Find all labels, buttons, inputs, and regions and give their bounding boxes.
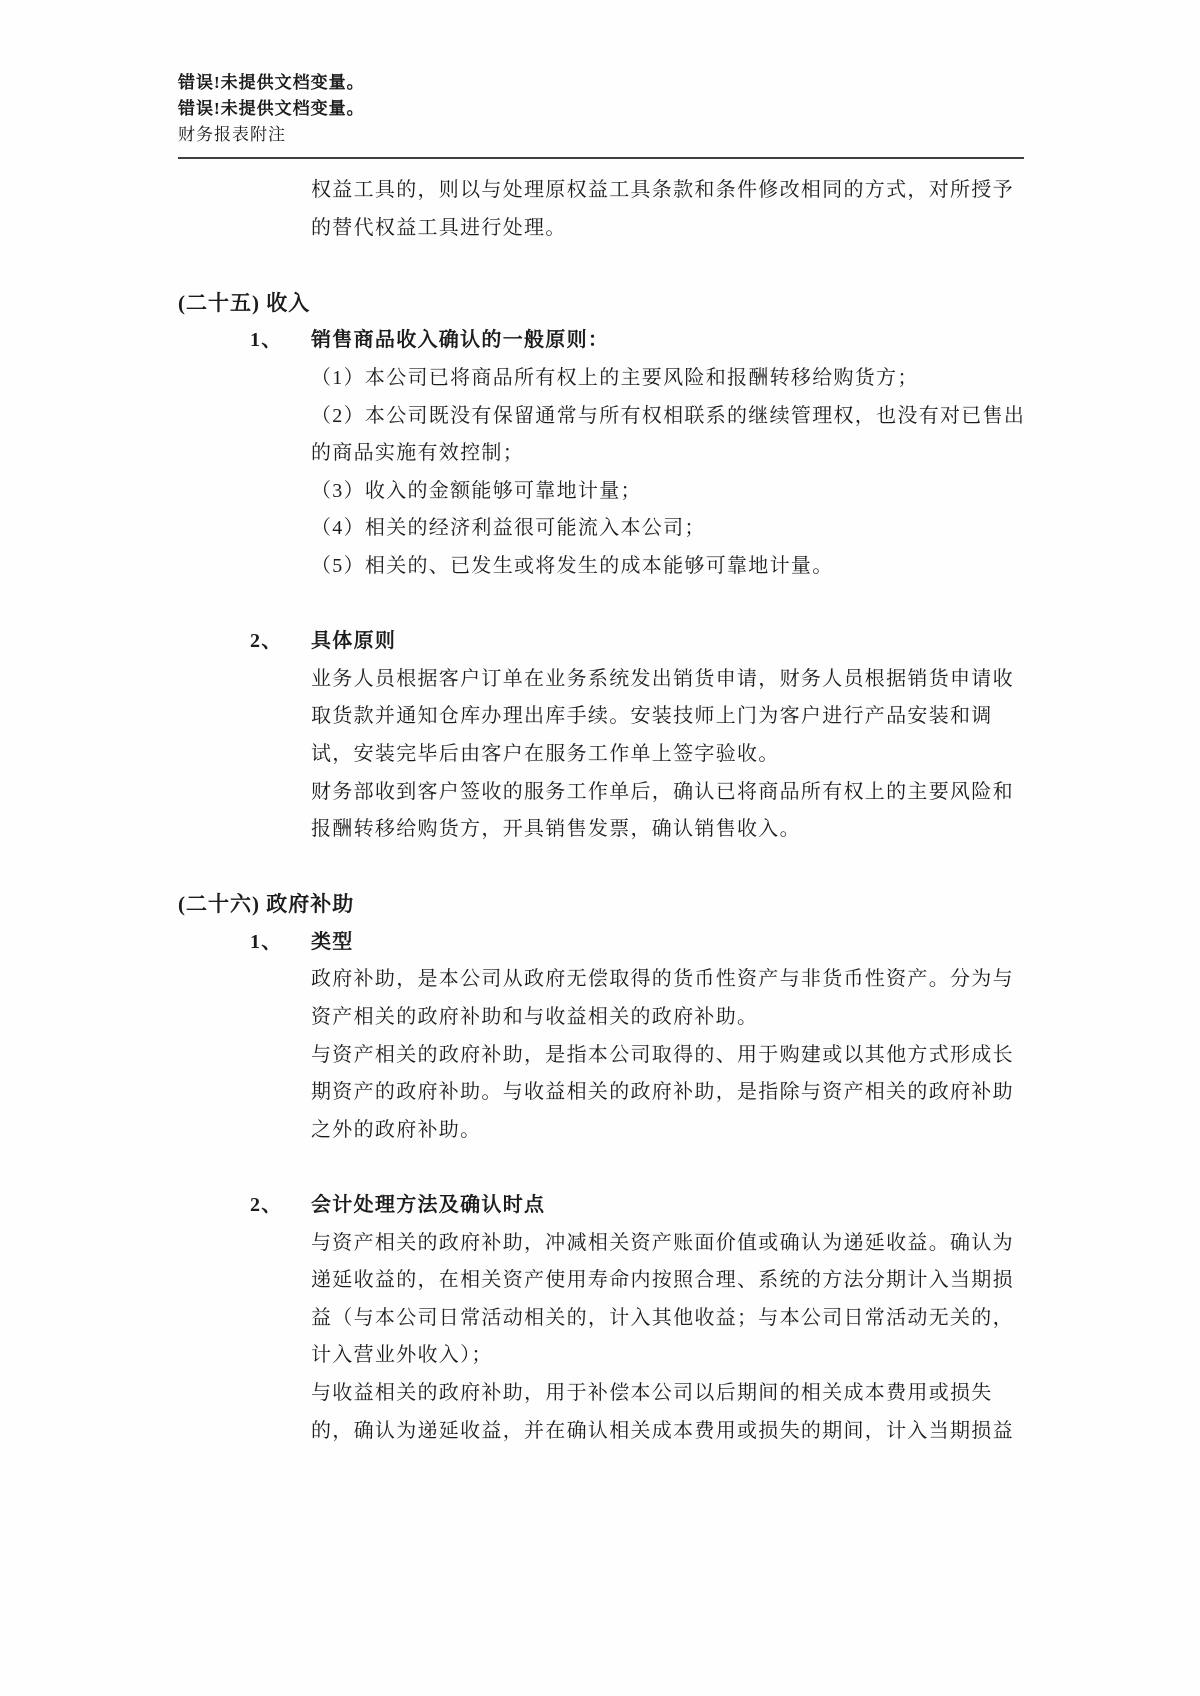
header-error-line-1: 错误!未提供文档变量。 bbox=[178, 73, 365, 92]
paragraph-line: （5）相关的、已发生或将发生的成本能够可靠地计量。 bbox=[311, 554, 834, 577]
paragraph-line: 的商品实施有效控制； bbox=[311, 442, 524, 465]
item-number: 1、 bbox=[250, 930, 283, 953]
item-title: 会计处理方法及确认时点 bbox=[311, 1194, 546, 1217]
paragraph-line: 取货款并通知仓库办理出库手续。安装技师上门为客户进行产品安装和调 bbox=[311, 705, 993, 728]
header-doc-title: 财务报表附注 bbox=[178, 125, 286, 144]
paragraph-line: 与资产相关的政府补助，是指本公司取得的、用于购建或以其他方式形成长 bbox=[311, 1043, 1014, 1066]
item-heading bbox=[0, 1187, 1200, 1225]
item-number: 1、 bbox=[250, 329, 283, 352]
item-heading bbox=[0, 322, 1200, 360]
paragraph-line: 期资产的政府补助。与收益相关的政府补助，是指除与资产相关的政府补助 bbox=[311, 1081, 1014, 1104]
paragraph-line: （3）收入的金额能够可靠地计量； bbox=[311, 479, 642, 502]
item-heading bbox=[0, 623, 1200, 661]
spacer bbox=[0, 1149, 1200, 1187]
spacer bbox=[0, 849, 1200, 887]
paragraph-line: 的，确认为递延收益，并在确认相关成本费用或损失的期间，计入当期损益 bbox=[311, 1419, 1014, 1442]
paragraph-line: （1）本公司已将商品所有权上的主要风险和报酬转移给购货方； bbox=[311, 366, 919, 389]
paragraph-line: 递延收益的，在相关资产使用寿命内按照合理、系统的方法分期计入当期损 bbox=[311, 1269, 1014, 1292]
paragraph-line: 权益工具的，则以与处理原权益工具条款和条件修改相同的方式，对所授予 bbox=[311, 179, 1014, 201]
paragraph-line: 报酬转移给购货方，开具销售发票，确认销售收入。 bbox=[311, 818, 801, 841]
paragraph-line: 计入营业外收入）； bbox=[311, 1344, 493, 1367]
spacer bbox=[0, 586, 1200, 624]
paragraph-line: （4）相关的经济利益很可能流入本公司； bbox=[311, 517, 706, 540]
paragraph-line: 政府补助，是本公司从政府无偿取得的货币性资产与非货币性资产。分为与 bbox=[311, 968, 1014, 991]
paragraph-line: 益（与本公司日常活动相关的，计入其他收益；与本公司日常活动无关的， bbox=[311, 1306, 1014, 1329]
header-error-line-2: 错误!未提供文档变量。 bbox=[178, 99, 365, 118]
item-number: 2、 bbox=[250, 1194, 283, 1217]
item-title: 具体原则 bbox=[311, 630, 397, 653]
section-25-heading: (二十五) 收入 bbox=[178, 290, 311, 315]
document-body bbox=[0, 172, 1200, 1450]
paragraph-line: 财务部收到客户签收的服务工作单后，确认已将商品所有权上的主要风险和 bbox=[311, 780, 1014, 803]
item-title: 类型 bbox=[311, 930, 354, 953]
paragraph-line: 之外的政府补助。 bbox=[311, 1118, 482, 1141]
spacer bbox=[0, 247, 1200, 285]
item-number: 2、 bbox=[250, 630, 283, 653]
paragraph-line: 与收益相关的政府补助，用于补偿本公司以后期间的相关成本费用或损失 bbox=[311, 1382, 993, 1404]
paragraph-line: 试，安装完毕后由客户在服务工作单上签字验收。 bbox=[311, 742, 780, 765]
paragraph-line: 与资产相关的政府补助，冲减相关资产账面价值或确认为递延收益。确认为 bbox=[311, 1231, 1014, 1254]
paragraph-line: 的替代权益工具进行处理。 bbox=[311, 216, 567, 239]
item-heading bbox=[0, 924, 1200, 962]
item-title: 销售商品收入确认的一般原则： bbox=[311, 329, 610, 352]
paragraph-line: 资产相关的政府补助和与收益相关的政府补助。 bbox=[311, 1006, 759, 1029]
document-header bbox=[0, 0, 1200, 159]
header-divider bbox=[178, 157, 1024, 159]
paragraph-line: （2）本公司既没有保留通常与所有权相联系的继续管理权，也没有对已售出 bbox=[311, 404, 1026, 427]
section-26-heading: (二十六) 政府补助 bbox=[178, 892, 355, 917]
paragraph-line: 业务人员根据客户订单在业务系统发出销货申请，财务人员根据销货申请收 bbox=[311, 667, 1014, 690]
